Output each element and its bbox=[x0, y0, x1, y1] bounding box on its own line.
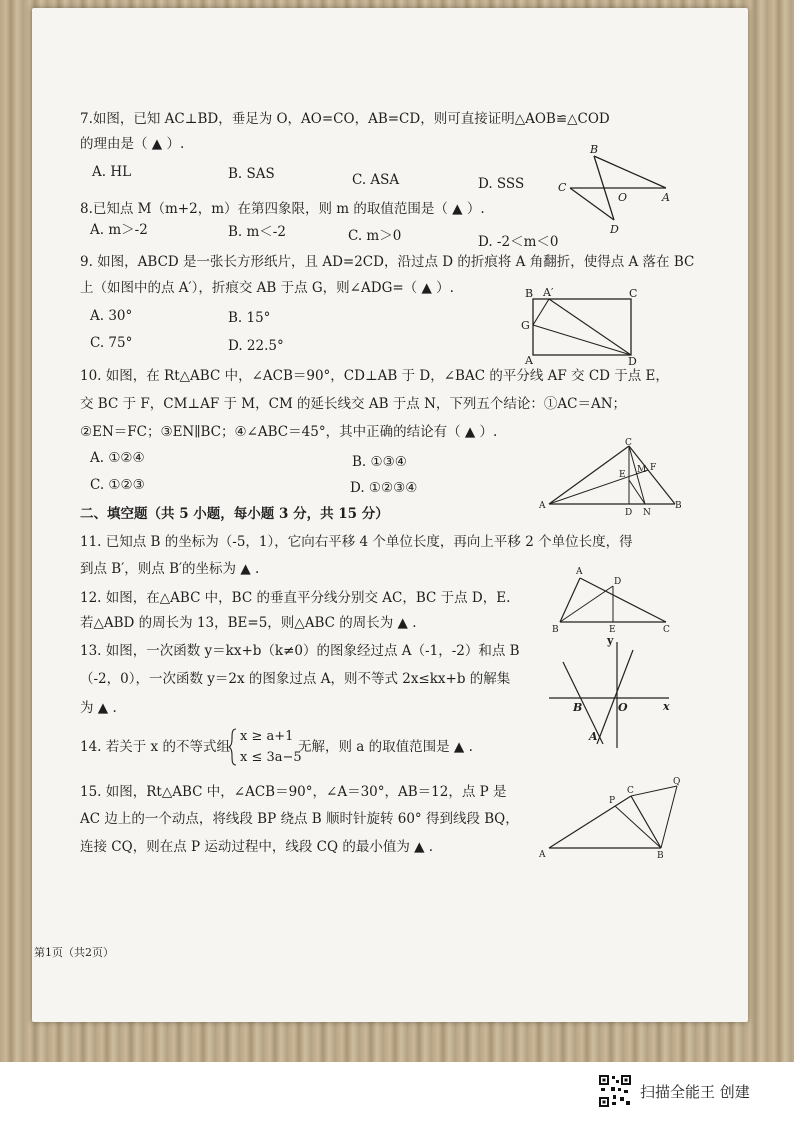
q7-label-a: A bbox=[662, 191, 670, 204]
q8-option-b: B. m＜-2 bbox=[228, 224, 286, 240]
q8-option-c: C. m＞0 bbox=[348, 228, 402, 244]
q13-stem-line1: 13. 如图，一次函数 y＝kx+b（k≠0）的图象经过点 A（-1，-2）和点 B bbox=[80, 643, 520, 659]
q10-label-a: A bbox=[539, 501, 546, 511]
q13-figure bbox=[545, 636, 675, 751]
q12-label-c: C bbox=[663, 625, 670, 634]
q14-inequality-1: x ≥ a+1 bbox=[240, 729, 294, 744]
q7-option-a: A. HL bbox=[92, 164, 132, 180]
q10-option-c: C. ①②③ bbox=[90, 477, 145, 493]
q7-stem-line2: 的理由是（ ▲ ）. bbox=[80, 136, 185, 152]
q10-option-a: A. ①②④ bbox=[90, 450, 145, 466]
q10-label-b: B bbox=[675, 501, 682, 511]
q14-brace bbox=[228, 727, 238, 767]
q7-label-c: C bbox=[558, 181, 567, 194]
q10-label-e: E bbox=[619, 470, 626, 480]
q13-stem-line2: （-2，0），一次函数 y＝2x 的图象过点 A，则不等式 2x≤kx+b 的解集 bbox=[80, 671, 511, 687]
q12-label-d: D bbox=[614, 577, 622, 587]
q15-stem-line2: AC 边上的一个动点，将线段 BP 绕点 B 顺时针旋转 60° 得到线段 BQ， bbox=[80, 811, 519, 827]
q10-label-n: N bbox=[643, 508, 651, 516]
q12-label-a: A bbox=[576, 567, 583, 577]
page-footer: 第1页（共2页） bbox=[34, 946, 114, 959]
q10-label-f: F bbox=[650, 463, 657, 473]
q15-stem-line1: 15. 如图，Rt△ABC 中，∠ACB＝90°，∠A＝30°，AB＝12，点 P 是 bbox=[80, 784, 507, 800]
q11-stem-line1: 11. 已知点 B 的坐标为（-5，1），它向右平移 4 个单位长度，再向上平移 2 个单位长度，得 bbox=[80, 534, 633, 550]
q15-label-a: A bbox=[539, 850, 546, 860]
q7-label-b: B bbox=[590, 143, 599, 156]
q13-label-x: x bbox=[663, 700, 670, 713]
q7-label-o: O bbox=[618, 191, 628, 204]
q10-figure bbox=[535, 436, 685, 516]
q9-option-c: C. 75° bbox=[90, 335, 133, 351]
q7-option-b: B. SAS bbox=[228, 166, 275, 182]
q10-stem-line2: 交 BC 于 F，CM⊥AF 于 M，CM 的延长线交 AB 于点 N，下列五个结论：①AC＝AN； bbox=[80, 396, 627, 412]
q9-label-b: B bbox=[525, 287, 534, 300]
q10-label-c: C bbox=[625, 438, 632, 448]
qr-code-icon bbox=[598, 1074, 632, 1108]
q7-stem-line1: 7.如图，已知 AC⊥BD，垂足为 O，AO=CO，AB=CD，则可直接证明△AOB≌△COD bbox=[80, 111, 610, 127]
q9-option-b: B. 15° bbox=[228, 310, 271, 326]
q14-inequality-2: x ≤ 3a−5 bbox=[240, 750, 302, 765]
q11-stem-line2: 到点 B′，则点 B′的坐标为 ▲ . bbox=[80, 561, 260, 577]
q9-label-d: D bbox=[628, 355, 637, 367]
q15-label-c: C bbox=[627, 786, 634, 796]
q8-option-a: A. m＞-2 bbox=[90, 222, 148, 238]
q13-label-b: B bbox=[573, 701, 583, 714]
q15-figure bbox=[535, 774, 685, 864]
q7-figure bbox=[552, 142, 677, 237]
q10-label-m: M bbox=[637, 465, 647, 475]
q12-label-e: E bbox=[609, 625, 616, 634]
q8-stem: 8.已知点 M（m+2，m）在第四象限，则 m 的取值范围是（ ▲ ）. bbox=[80, 201, 485, 217]
q12-figure bbox=[550, 562, 676, 634]
q9-figure bbox=[515, 285, 645, 367]
q13-label-o: O bbox=[618, 701, 628, 714]
q8-option-d: D. -2＜m＜0 bbox=[478, 234, 559, 250]
q10-stem-line3: ②EN＝FC；③EN∥BC；④∠ABC＝45°，其中正确的结论有（ ▲ ）. bbox=[80, 424, 498, 440]
q9-option-a: A. 30° bbox=[90, 308, 133, 324]
q10-stem-line1: 10. 如图，在 Rt△ABC 中，∠ACB＝90°，CD⊥AB 于 D，∠BAC 的平分线 AF 交 CD 于点 E， bbox=[80, 368, 669, 384]
section-fill-in-title: 二、填空题（共 5 小题，每小题 3 分，共 15 分） bbox=[80, 506, 389, 522]
q9-label-c: C bbox=[629, 287, 638, 300]
q14-suffix: 无解，则 a 的取值范围是 ▲ . bbox=[298, 739, 473, 755]
q13-label-y: y bbox=[607, 636, 614, 647]
q14-prefix: 14. 若关于 x 的不等式组 bbox=[80, 739, 230, 755]
scanner-brand-text: 扫描全能王 创建 bbox=[640, 1083, 750, 1101]
q7-option-d: D. SSS bbox=[478, 176, 525, 192]
q9-stem-line2: 上（如图中的点 A′），折痕交 AB 于点 G，则∠ADG=（ ▲ ）. bbox=[80, 280, 454, 296]
q9-option-d: D. 22.5° bbox=[228, 338, 284, 354]
q10-option-d: D. ①②③④ bbox=[350, 480, 418, 496]
q10-option-b: B. ①③④ bbox=[352, 454, 407, 470]
q15-label-q: Q bbox=[673, 777, 681, 787]
q7-option-c: C. ASA bbox=[352, 172, 400, 188]
q15-label-p: P bbox=[609, 796, 616, 806]
q9-label-g: G bbox=[521, 319, 530, 332]
q10-label-d: D bbox=[625, 508, 633, 516]
q12-stem-line2: 若△ABD 的周长为 13，BE=5，则△ABC 的周长为 ▲ . bbox=[80, 615, 417, 631]
q13-stem-line3: 为 ▲ . bbox=[80, 700, 117, 716]
q9-label-a-prime: A′ bbox=[543, 286, 554, 299]
q15-stem-line3: 连接 CQ，则在点 P 运动过程中，线段 CQ 的最小值为 ▲ . bbox=[80, 839, 434, 855]
q13-label-a: A bbox=[589, 730, 598, 743]
q9-label-a: A bbox=[525, 354, 533, 367]
q12-stem-line1: 12. 如图，在△ABC 中，BC 的垂直平分线分别交 AC，BC 于点 D，E. bbox=[80, 590, 511, 606]
q12-label-b: B bbox=[552, 625, 559, 634]
q7-label-d: D bbox=[610, 223, 619, 236]
q15-label-b: B bbox=[657, 851, 664, 861]
q9-stem-line1: 9. 如图，ABCD 是一张长方形纸片，且 AD=2CD，沿过点 D 的折痕将 A 角翻折，使得点 A 落在 BC bbox=[80, 254, 695, 270]
